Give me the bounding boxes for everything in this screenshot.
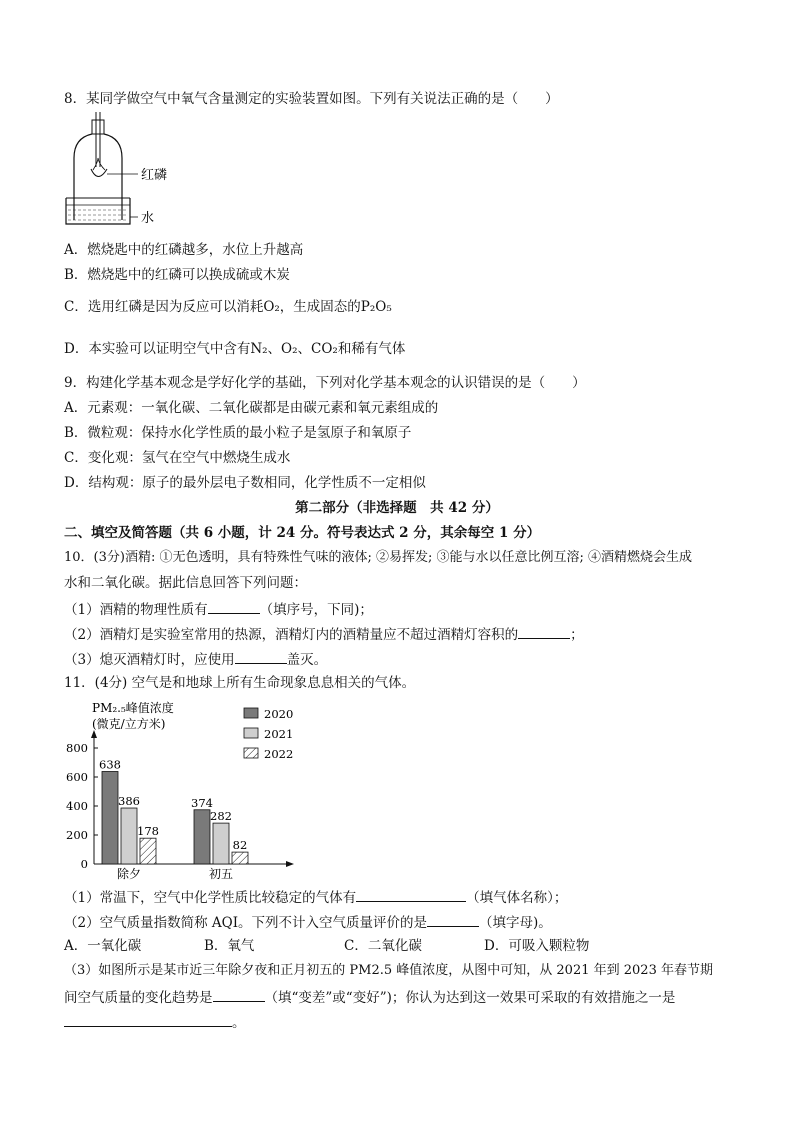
bar-2021-0 [121, 808, 137, 864]
legend-label: 2021 [264, 727, 294, 741]
q11-sub2 [64, 912, 552, 932]
chart-ylabel-line1: PM₂.₅峰值浓度 [92, 701, 174, 715]
y-tick-label: 0 [80, 857, 88, 871]
legend-swatch-2021 [244, 728, 258, 738]
label-phosphorus: 红磷 [141, 168, 168, 183]
bar-2020-0 [102, 771, 118, 864]
q11-sub1-hint: （填气体名称）； [466, 890, 568, 906]
q10-blank-3[interactable] [235, 649, 287, 664]
x-category-label: 初五 [208, 867, 234, 881]
part2-title: 第二部分（非选择题 共 42 分） [295, 500, 499, 516]
q11-sub3-line2 [64, 987, 675, 1007]
bar-2020-1 [194, 810, 210, 864]
q8-option-d: D．本实验可以证明空气中含有N₂、O₂、CO₂和稀有气体 [64, 341, 406, 357]
y-tick-label: 600 [66, 770, 88, 784]
bar-value-label: 178 [137, 824, 159, 839]
q11-sub2-text: （2）空气质量指数简称 AQI。下列不计入空气质量评价的是 [64, 915, 428, 931]
q11-blank-3[interactable] [213, 987, 265, 1002]
q11-blank-4[interactable] [64, 1012, 232, 1027]
legend-swatch-2020 [244, 708, 258, 718]
q11-sub1-text: （1）常温下，空气中化学性质比较稳定的气体有 [64, 890, 357, 906]
q11-sub3-line1: （3）如图所示是某市近三年除夕夜和正月初五的 PM2.5 峰值浓度，从图中可知，从 2021 年到 2023 年春节期 [64, 963, 713, 978]
q10-sub2 [64, 624, 584, 644]
q10-sub1 [64, 599, 373, 619]
q10-sub1-text: （1）酒精的物理性质有 [64, 602, 208, 618]
bar-2021-1 [213, 823, 229, 864]
y-tick-label: 200 [66, 828, 88, 842]
q11-sub3-text: 间空气质量的变化趋势是 [64, 990, 213, 1006]
q11-option-d: D．可吸入颗粒物 [484, 938, 590, 954]
apparatus-figure [62, 112, 182, 230]
q8-option-b: B．燃烧匙中的红磷可以换成硫或木炭 [64, 267, 290, 283]
q11-sub3-line3 [64, 1012, 246, 1032]
chart-ylabel-line2: (微克/立方米) [92, 717, 166, 731]
q11-option-a: A．一氧化碳 [64, 938, 142, 954]
y-tick-label: 800 [66, 741, 88, 755]
bar-value-label: 386 [118, 794, 140, 809]
q9-option-c: C．变化观：氢气在空气中燃烧生成水 [64, 450, 291, 466]
q9-stem: 9．构建化学基本观念是学好化学的基础，下列对化学基本观念的认识错误的是（ ） [64, 375, 586, 391]
legend-swatch-2022 [244, 748, 258, 758]
bar-value-label: 374 [191, 795, 213, 810]
bar-value-label: 282 [210, 809, 232, 824]
q10-blank-1[interactable] [208, 599, 260, 614]
q10-stem-line1: 10．(3分)酒精: ①无色透明，具有特殊性气味的液体; ②易挥发; ③能与水以任意比例互溶; ④酒精燃烧会生成 [64, 550, 693, 565]
q11-sub3-hint: （填“变差”或“变好”)；你认为达到这一效果可采取的有效措施之一是 [264, 990, 676, 1006]
q9-option-b: B．微粒观：保持水化学性质的最小粒子是氢原子和氧原子 [64, 425, 412, 441]
legend-label: 2022 [264, 747, 294, 761]
q11-sub1 [64, 887, 567, 907]
q8-option-a: A．燃烧匙中的红磷越多，水位上升越高 [64, 242, 304, 258]
q10-sub2-text: （2）酒精灯是实验室常用的热源，酒精灯内的酒精量应不超过酒精灯容积的 [64, 627, 519, 643]
q10-stem-line2: 水和二氧化碳。据此信息回答下列问题： [64, 575, 307, 591]
q11-stem: 11．(4分) 空气是和地球上所有生命现象息息相关的气体。 [64, 675, 416, 691]
q11-blank-2[interactable] [427, 912, 479, 927]
y-tick-label: 400 [66, 799, 88, 813]
bar-value-label: 638 [99, 757, 121, 772]
q11-blank-1[interactable] [356, 887, 466, 902]
bar-2022-0 [140, 838, 156, 864]
pm25-bar-chart [58, 698, 308, 884]
q10-sub1-hint: （填序号，下同)； [259, 602, 373, 618]
q10-blank-2[interactable] [518, 624, 570, 639]
q11-sub2-hint: （填字母)。 [479, 915, 552, 931]
q8-option-c: C．选用红磷是因为反应可以消耗O₂，生成固态的P₂O₅ [64, 299, 392, 315]
q11-option-b: B．氧气 [204, 938, 255, 954]
q11-sub3-end: 。 [232, 1015, 246, 1031]
label-water: 水 [141, 211, 155, 226]
bar-value-label: 82 [232, 838, 248, 853]
q10-sub3-end: 盖灭。 [286, 652, 328, 668]
x-category-label: 除夕 [116, 867, 142, 881]
q9-option-d: D．结构观：原子的最外层电子数相同，化学性质不一定相似 [64, 475, 426, 491]
q10-sub2-end: ； [570, 627, 584, 643]
q10-sub3 [64, 649, 327, 669]
q10-sub3-text: （3）熄灭酒精灯时，应使用 [64, 652, 235, 668]
q9-option-a: A．元素观：一氧化碳、二氧化碳都是由碳元素和氧元素组成的 [64, 400, 439, 416]
q8-stem: 8．某同学做空气中氧气含量测定的实验装置如图。下列有关说法正确的是（ ） [64, 91, 559, 107]
section-title: 二、填空及简答题（共 6 小题，计 24 分。符号表达式 2 分，其余每空 1 分） [64, 525, 541, 541]
q11-option-c: C．二氧化碳 [344, 938, 422, 954]
legend-label: 2020 [264, 707, 294, 721]
bar-2022-1 [232, 852, 248, 864]
